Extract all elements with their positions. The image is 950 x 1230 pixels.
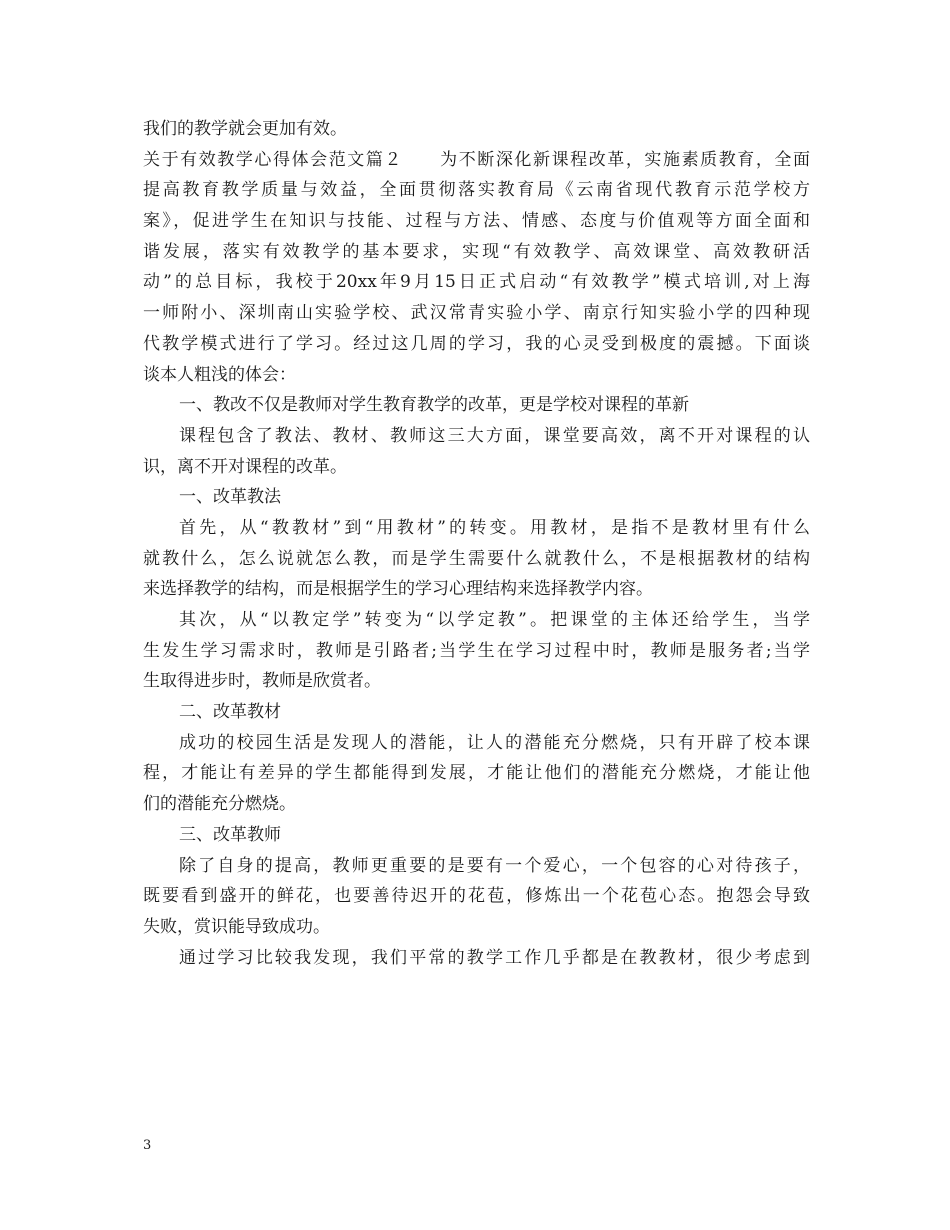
text-line: 就教什么，怎么说就怎么教，而是学生需要什么就教什么，不是根据教材的结构 xyxy=(143,548,810,569)
text-line: 通过学习比较我发现，我们平常的教学工作几乎都是在教教材，很少考虑到 xyxy=(179,947,810,968)
text-line: 三、改革教师 xyxy=(179,824,281,845)
text-line: 识，离不开对课程的改革。 xyxy=(143,456,347,477)
document-body xyxy=(143,114,810,973)
text-line: 提高教育教学质量与效益，全面贯彻落实教育局《云南省现代教育示范学校方 xyxy=(143,180,810,201)
text-line: 程，才能让有差异的学生都能得到发展，才能让他们的潜能充分燃烧，才能让他 xyxy=(143,763,810,784)
page-number: 3 xyxy=(143,1138,152,1153)
text-line: 生发生学习需求时，教师是引路者;当学生在学习过程中时，教师是服务者;当学 xyxy=(143,640,810,661)
text-line: 来选择教学的结构，而是根据学生的学习心理结构来选择教学内容。 xyxy=(143,579,653,600)
text-line: 我们的教学就会更加有效。 xyxy=(143,119,347,139)
text-line: 成功的校园生活是发现人的潜能，让人的潜能充分燃烧，只有开辟了校本课 xyxy=(179,732,810,753)
text-line: 案》，促进学生在知识与技能、过程与方法、情感、态度与价值观等方面全面和 xyxy=(143,211,810,232)
text-line: 除了自身的提高，教师更重要的是要有一个爱心，一个包容的心对待孩子， xyxy=(179,855,810,876)
text-line: 一、教改不仅是教师对学生教育教学的改革，更是学校对课程的革新 xyxy=(179,395,689,416)
text-line: 二、改革教材 xyxy=(179,702,281,723)
text-line: 失败，赏识能导致成功。 xyxy=(143,916,330,937)
text-line: 一师附小、深圳南山实验学校、武汉常青实验小学、南京行知实验小学的四种现 xyxy=(143,303,810,324)
text-line: 代教学模式进行了学习。经过这几周的学习，我的心灵受到极度的震撼。下面谈 xyxy=(143,333,810,354)
text-line: 关于有效教学心得体会范文篇２ 为不断深化新课程改革，实施素质教育，全面 xyxy=(143,149,810,170)
text-line: 课程包含了教法、教材、教师这三大方面，课堂要高效，离不开对课程的认 xyxy=(179,425,810,446)
text-line: 既要看到盛开的鲜花，也要善待迟开的花苞，修炼出一个花苞心态。抱怨会导致 xyxy=(143,886,810,907)
text-line: 谈本人粗浅的体会： xyxy=(143,364,296,385)
text-line: 动”的总目标，我校于20xx年9月15日正式启动“有效教学”模式培训,对上海 xyxy=(143,272,810,293)
text-line: 生取得进步时，教师是欣赏者。 xyxy=(143,671,381,692)
text-line: 一、改革教法 xyxy=(179,487,281,508)
text-line: 谐发展，落实有效教学的基本要求，实现“有效教学、高效课堂、高效教研活 xyxy=(143,241,810,262)
text-line: 其次，从“以教定学”转变为“以学定教”。把课堂的主体还给学生，当学 xyxy=(179,610,810,630)
text-line: 们的潜能充分燃烧。 xyxy=(143,794,296,815)
text-line: 首先，从“教教材”到“用教材”的转变。用教材，是指不是教材里有什么 xyxy=(179,517,810,538)
